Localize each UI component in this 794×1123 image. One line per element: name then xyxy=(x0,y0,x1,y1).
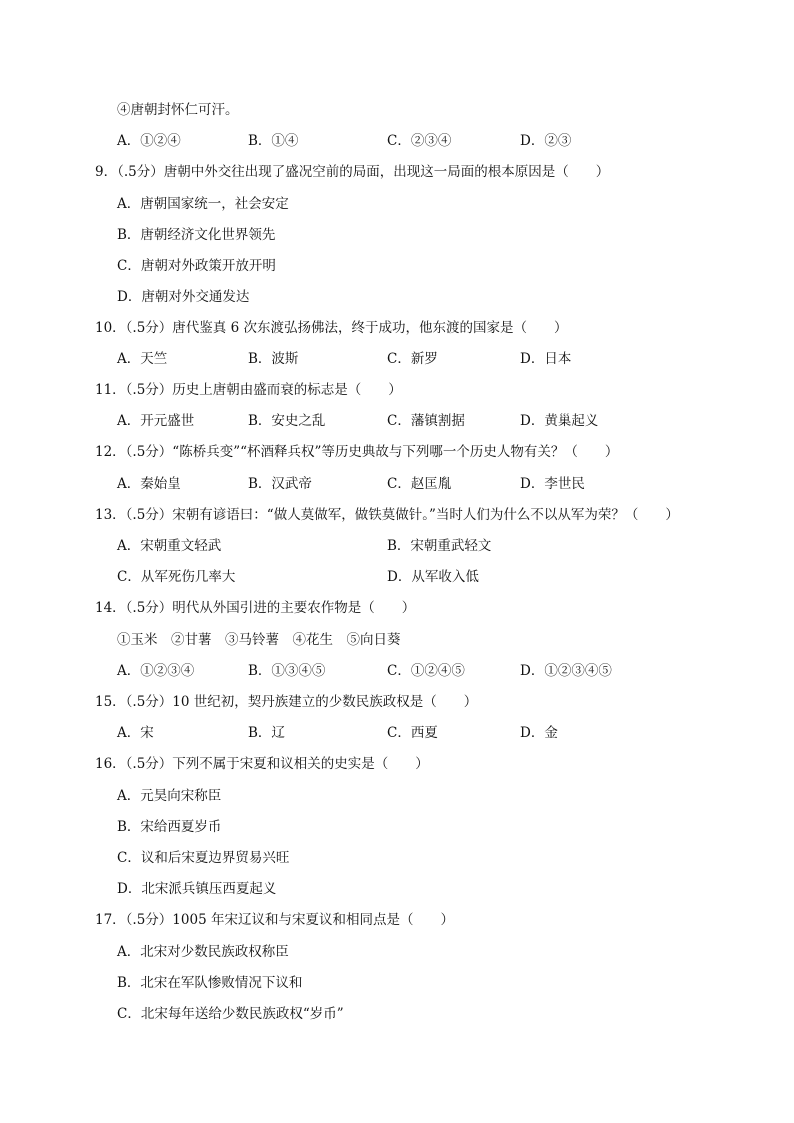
q14-items: ①玉米 ②甘薯 ③马铃薯 ④花生 ⑤向日葵 xyxy=(117,632,401,648)
q10-options xyxy=(0,349,794,369)
q16-option-c[interactable]: C．议和后宋夏边界贸易兴旺 xyxy=(117,850,290,866)
q11-option-b[interactable]: B．安史之乱 xyxy=(248,413,326,429)
q11-option-c[interactable]: C．藩镇割据 xyxy=(387,413,465,429)
q9-option-b[interactable]: B．唐朝经济文化世界领先 xyxy=(117,227,276,243)
q8-options xyxy=(0,131,794,151)
q15-option-c[interactable]: C．西夏 xyxy=(387,725,438,741)
q14-option-a[interactable]: A．①②③④ xyxy=(117,663,195,679)
q10-option-d[interactable]: D．日本 xyxy=(520,351,572,367)
q15-options xyxy=(0,723,794,743)
q16-option-a[interactable]: A．元昊向宋称臣 xyxy=(117,788,222,804)
q8-option-b[interactable]: B．①④ xyxy=(248,133,299,149)
q10-option-a[interactable]: A．天竺 xyxy=(117,351,168,367)
q13-stem: 13．（.5分）宋朝有谚语曰：“做人莫做军，做铁莫做针。”当时人们为什么不以从军为荣？（ ） xyxy=(95,507,679,523)
q9-option-d[interactable]: D．唐朝对外交通发达 xyxy=(117,289,250,305)
q11-option-a[interactable]: A．开元盛世 xyxy=(117,413,195,429)
q12-option-c[interactable]: C．赵匡胤 xyxy=(387,476,452,492)
q13-option-a[interactable]: A．宋朝重文轻武 xyxy=(117,538,222,554)
q8-item-4: ④唐朝封怀仁可汗。 xyxy=(117,102,239,118)
q9-option-c[interactable]: C．唐朝对外政策开放开明 xyxy=(117,258,276,274)
q13-option-c[interactable]: C．从军死伤几率大 xyxy=(117,569,236,585)
q14-stem: 14．（.5分）明代从外国引进的主要农作物是（ ） xyxy=(95,600,416,616)
q15-option-a[interactable]: A．宋 xyxy=(117,725,154,741)
q10-option-b[interactable]: B．波斯 xyxy=(248,351,299,367)
q12-option-d[interactable]: D．李世民 xyxy=(520,476,585,492)
q15-option-d[interactable]: D．金 xyxy=(520,725,558,741)
q11-option-d[interactable]: D．黄巢起义 xyxy=(520,413,599,429)
q14-option-c[interactable]: C．①②④⑤ xyxy=(387,663,465,679)
q13-options-row2 xyxy=(0,567,794,587)
q12-stem: 12．（.5分）“陈桥兵变”“杯酒释兵权”等历史典故与下列哪一个历史人物有关？（ ） xyxy=(95,444,619,460)
q10-option-c[interactable]: C．新罗 xyxy=(387,351,438,367)
q8-option-c[interactable]: C．②③④ xyxy=(387,133,452,149)
q12-option-b[interactable]: B．汉武帝 xyxy=(248,476,312,492)
q9-stem: 9．（.5分）唐朝中外交往出现了盛况空前的局面，出现这一局面的根本原因是（ ） xyxy=(95,164,610,180)
q12-option-a[interactable]: A．秦始皇 xyxy=(117,476,181,492)
q15-option-b[interactable]: B．辽 xyxy=(248,725,285,741)
q13-option-d[interactable]: D．从军收入低 xyxy=(387,569,479,585)
q10-stem: 10．（.5分）唐代鉴真 6 次东渡弘扬佛法，终于成功，他东渡的国家是（ ） xyxy=(95,320,568,336)
q16-stem: 16．（.5分）下列不属于宋夏和议相关的史实是（ ） xyxy=(95,756,429,772)
q13-option-b[interactable]: B．宋朝重武轻文 xyxy=(387,538,492,554)
q14-option-d[interactable]: D．①②③④⑤ xyxy=(520,663,612,679)
q9-option-a[interactable]: A．唐朝国家统一，社会安定 xyxy=(117,196,289,212)
q17-stem: 17．（.5分）1005 年宋辽议和与宋夏议和相同点是（ ） xyxy=(95,912,454,928)
q15-stem: 15．（.5分）10 世纪初，契丹族建立的少数民族政权是（ ） xyxy=(95,694,478,710)
q17-option-b[interactable]: B．北宋在军队惨败情况下议和 xyxy=(117,975,303,991)
q16-option-b[interactable]: B．宋给西夏岁币 xyxy=(117,819,222,835)
q14-option-b[interactable]: B．①③④⑤ xyxy=(248,663,326,679)
q8-option-a[interactable]: A．①②④ xyxy=(117,133,181,149)
q16-option-d[interactable]: D．北宋派兵镇压西夏起义 xyxy=(117,881,277,897)
q14-options xyxy=(0,661,794,681)
q13-options-row1 xyxy=(0,536,794,556)
q11-stem: 11．（.5分）历史上唐朝由盛而衰的标志是（ ） xyxy=(95,382,402,398)
q17-option-a[interactable]: A．北宋对少数民族政权称臣 xyxy=(117,944,289,960)
q17-option-c[interactable]: C．北宋每年送给少数民族政权“岁币” xyxy=(117,1006,344,1022)
q11-options xyxy=(0,411,794,431)
q8-option-d[interactable]: D．②③ xyxy=(520,133,572,149)
q12-options xyxy=(0,474,794,494)
